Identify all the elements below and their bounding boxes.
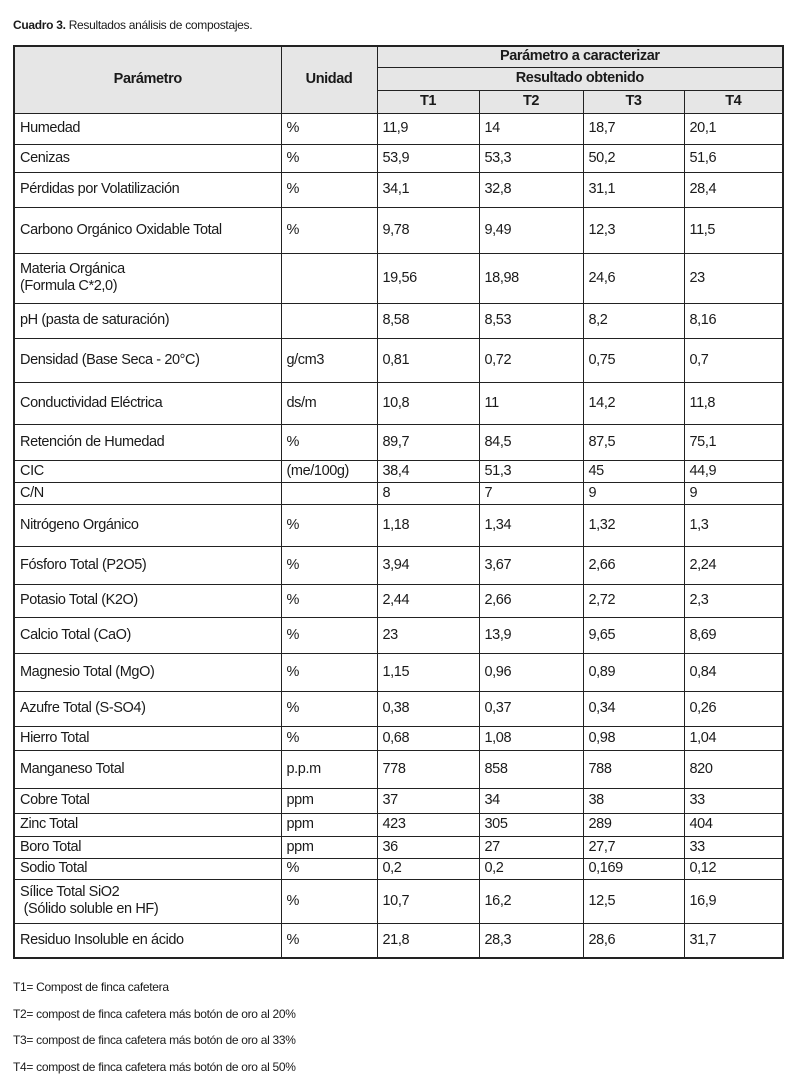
value-cell-t1: 8,58 [377,303,479,338]
value-cell-t3: 87,5 [583,424,684,460]
value-cell-t4: 2,3 [684,584,783,617]
value-cell-t3: 1,32 [583,504,684,546]
unit-cell: % [281,113,377,144]
unit-cell: % [281,653,377,691]
value-cell-t4: 51,6 [684,144,783,172]
table-caption [13,18,252,32]
value-cell-t1: 19,56 [377,253,479,303]
value-cell-t4: 44,9 [684,460,783,482]
param-name: Densidad (Base Seca - 20°C) [20,351,200,368]
value-cell-t2: 53,3 [479,144,583,172]
value-cell-t2: 0,96 [479,653,583,691]
value-cell-t3: 0,98 [583,726,684,750]
unit-cell [281,303,377,338]
value-cell-t4: 23 [684,253,783,303]
value-cell-t1: 423 [377,813,479,836]
unit-cell [281,482,377,504]
value-cell-t3: 289 [583,813,684,836]
value-cell-t3: 38 [583,788,684,813]
param-name: Fósforo Total (P2O5) [20,556,147,573]
param-cell [14,617,281,653]
value-cell-t2: 3,67 [479,546,583,584]
value-cell-t3: 12,5 [583,879,684,923]
value-cell-t4: 2,24 [684,546,783,584]
value-cell-t1: 10,8 [377,382,479,424]
value-cell-t2: 13,9 [479,617,583,653]
param-cell [14,460,281,482]
value-cell-t1: 38,4 [377,460,479,482]
param-cell [14,253,281,303]
param-name: Residuo Insoluble en ácido [20,931,184,948]
unit-cell: % [281,617,377,653]
value-cell-t3: 24,6 [583,253,684,303]
value-cell-t4: 11,5 [684,207,783,253]
table-row [14,750,783,788]
value-cell-t4: 16,9 [684,879,783,923]
value-cell-t2: 28,3 [479,923,583,958]
value-cell-t2: 34 [479,788,583,813]
caption-text: Resultados análisis de compostajes. [65,18,253,32]
value-cell-t1: 53,9 [377,144,479,172]
header-unidad: Unidad [281,46,377,113]
param-name: Boro Total [20,838,82,855]
table-row [14,482,783,504]
unit-cell: % [281,424,377,460]
value-cell-t3: 45 [583,460,684,482]
footnote: T2= compost de finca cafetera más botón de oro al 20% [13,1006,296,1021]
table-row [14,726,783,750]
param-cell [14,144,281,172]
value-cell-t2: 84,5 [479,424,583,460]
param-name: Zinc Total [20,816,78,832]
value-cell-t1: 3,94 [377,546,479,584]
value-cell-t2: 1,08 [479,726,583,750]
param-name: Sodio Total [20,860,88,876]
footnotes [13,980,296,1086]
table-row [14,653,783,691]
table-row [14,113,783,144]
param-name: C/N [20,484,44,501]
value-cell-t3: 0,169 [583,858,684,879]
param-name: Cenizas [20,149,70,166]
param-cell [14,750,281,788]
value-cell-t1: 21,8 [377,923,479,958]
value-cell-t1: 0,38 [377,691,479,726]
value-cell-t1: 1,15 [377,653,479,691]
value-cell-t1: 0,81 [377,338,479,382]
table-row [14,546,783,584]
value-cell-t4: 9 [684,482,783,504]
header-group: Parámetro a caracterizar [377,46,783,67]
value-cell-t2: 11 [479,382,583,424]
unit-cell: % [281,858,377,879]
footnote: T4= compost de finca cafetera más botón de oro al 50% [13,1059,296,1074]
value-cell-t1: 10,7 [377,879,479,923]
param-cell [14,726,281,750]
value-cell-t2: 1,34 [479,504,583,546]
unit-cell: p.p.m [281,750,377,788]
value-cell-t2: 32,8 [479,172,583,207]
value-cell-t3: 0,75 [583,338,684,382]
value-cell-t1: 23 [377,617,479,653]
param-cell [14,836,281,858]
value-cell-t3: 788 [583,750,684,788]
param-name: Sílice Total SiO2 [20,884,120,900]
unit-cell: ppm [281,836,377,858]
table-row [14,836,783,858]
param-name: Calcio Total (CaO) [20,626,131,643]
value-cell-t3: 2,72 [583,584,684,617]
value-cell-t4: 1,04 [684,726,783,750]
param-cell [14,788,281,813]
table-row [14,584,783,617]
value-cell-t4: 8,16 [684,303,783,338]
param-name: Pérdidas por Volatilización [20,181,180,197]
value-cell-t3: 50,2 [583,144,684,172]
value-cell-t2: 0,72 [479,338,583,382]
table-row [14,858,783,879]
value-cell-t1: 778 [377,750,479,788]
value-cell-t3: 12,3 [583,207,684,253]
header-t2: T2 [479,90,583,113]
value-cell-t3: 28,6 [583,923,684,958]
unit-cell: % [281,726,377,750]
value-cell-t4: 75,1 [684,424,783,460]
value-cell-t2: 16,2 [479,879,583,923]
table-row [14,207,783,253]
value-cell-t3: 0,34 [583,691,684,726]
value-cell-t2: 27 [479,836,583,858]
value-cell-t1: 36 [377,836,479,858]
table-row [14,923,783,958]
value-cell-t2: 8,53 [479,303,583,338]
value-cell-t4: 0,12 [684,858,783,879]
unit-cell: % [281,584,377,617]
param-name-line2: (Sólido soluble en HF) [20,901,159,917]
value-cell-t4: 20,1 [684,113,783,144]
param-cell [14,303,281,338]
table-row [14,172,783,207]
footnote: T3= compost de finca cafetera más botón de oro al 33% [13,1033,296,1047]
table-row [14,617,783,653]
value-cell-t1: 34,1 [377,172,479,207]
param-cell [14,382,281,424]
table-row [14,303,783,338]
table-row [14,144,783,172]
value-cell-t4: 404 [684,813,783,836]
param-name: Nitrógeno Orgánico [20,516,139,533]
value-cell-t2: 18,98 [479,253,583,303]
value-cell-t2: 0,37 [479,691,583,726]
unit-cell: % [281,144,377,172]
param-cell [14,813,281,836]
param-name: Carbono Orgánico Oxidable Total [20,221,222,238]
param-name: pH (pasta de saturación) [20,312,170,328]
table-row [14,813,783,836]
param-name-line2: (Formula C*2,0) [20,278,118,294]
unit-cell: % [281,879,377,923]
value-cell-t4: 31,7 [684,923,783,958]
value-cell-t2: 9,49 [479,207,583,253]
unit-cell: % [281,504,377,546]
table-row [14,382,783,424]
param-name: Hierro Total [20,729,90,746]
value-cell-t1: 0,68 [377,726,479,750]
param-name: Cobre Total [20,792,90,808]
param-cell [14,858,281,879]
table-row [14,253,783,303]
value-cell-t2: 2,66 [479,584,583,617]
value-cell-t1: 0,2 [377,858,479,879]
value-cell-t4: 820 [684,750,783,788]
param-cell [14,504,281,546]
param-cell [14,546,281,584]
param-cell [14,482,281,504]
value-cell-t2: 858 [479,750,583,788]
unit-cell: ppm [281,813,377,836]
value-cell-t2: 7 [479,482,583,504]
value-cell-t4: 11,8 [684,382,783,424]
table-row [14,424,783,460]
param-name: CIC [20,462,44,479]
value-cell-t3: 0,89 [583,653,684,691]
param-cell [14,424,281,460]
param-cell [14,207,281,253]
table-row [14,879,783,923]
param-name: Humedad [20,120,81,136]
value-cell-t4: 0,7 [684,338,783,382]
value-cell-t1: 9,78 [377,207,479,253]
param-cell [14,923,281,958]
value-cell-t3: 9 [583,482,684,504]
value-cell-t1: 89,7 [377,424,479,460]
param-cell [14,113,281,144]
unit-cell [281,253,377,303]
value-cell-t4: 0,26 [684,691,783,726]
value-cell-t2: 14 [479,113,583,144]
value-cell-t4: 1,3 [684,504,783,546]
caption-label: Cuadro 3. [13,18,66,32]
header-t3: T3 [583,90,684,113]
results-table [13,45,784,959]
table-row [14,460,783,482]
value-cell-t3: 27,7 [583,836,684,858]
param-cell [14,653,281,691]
header-t1: T1 [377,90,479,113]
table-row [14,788,783,813]
value-cell-t2: 51,3 [479,460,583,482]
value-cell-t3: 18,7 [583,113,684,144]
value-cell-t3: 31,1 [583,172,684,207]
table-row [14,338,783,382]
unit-cell: (me/100g) [281,460,377,482]
param-cell [14,172,281,207]
value-cell-t1: 1,18 [377,504,479,546]
value-cell-t3: 14,2 [583,382,684,424]
unit-cell: ppm [281,788,377,813]
value-cell-t1: 2,44 [377,584,479,617]
param-cell [14,584,281,617]
unit-cell: % [281,691,377,726]
param-name: Azufre Total (S-SO4) [20,700,146,716]
table-row [14,504,783,546]
header-parametro: Parámetro [14,46,281,113]
value-cell-t4: 0,84 [684,653,783,691]
unit-cell: ds/m [281,382,377,424]
value-cell-t3: 2,66 [583,546,684,584]
unit-cell: % [281,546,377,584]
header-t4: T4 [684,90,783,113]
value-cell-t2: 305 [479,813,583,836]
header-subgroup: Resultado obtenido [377,67,783,90]
unit-cell: % [281,172,377,207]
param-cell [14,338,281,382]
unit-cell: % [281,923,377,958]
param-name: Materia Orgánica [20,261,125,277]
table-row [14,691,783,726]
value-cell-t1: 37 [377,788,479,813]
unit-cell: g/cm3 [281,338,377,382]
param-cell [14,691,281,726]
footnote: T1= Compost de finca cafetera [13,980,169,994]
value-cell-t1: 11,9 [377,113,479,144]
value-cell-t3: 8,2 [583,303,684,338]
value-cell-t4: 33 [684,836,783,858]
value-cell-t3: 9,65 [583,617,684,653]
value-cell-t4: 28,4 [684,172,783,207]
param-name: Magnesio Total (MgO) [20,663,155,680]
param-name: Manganeso Total [20,760,125,777]
value-cell-t1: 8 [377,482,479,504]
unit-cell: % [281,207,377,253]
param-name: Conductividad Eléctrica [20,394,163,411]
param-cell [14,879,281,923]
value-cell-t4: 33 [684,788,783,813]
value-cell-t2: 0,2 [479,858,583,879]
param-name: Retención de Humedad [20,433,165,450]
param-name: Potasio Total (K2O) [20,592,138,608]
value-cell-t4: 8,69 [684,617,783,653]
